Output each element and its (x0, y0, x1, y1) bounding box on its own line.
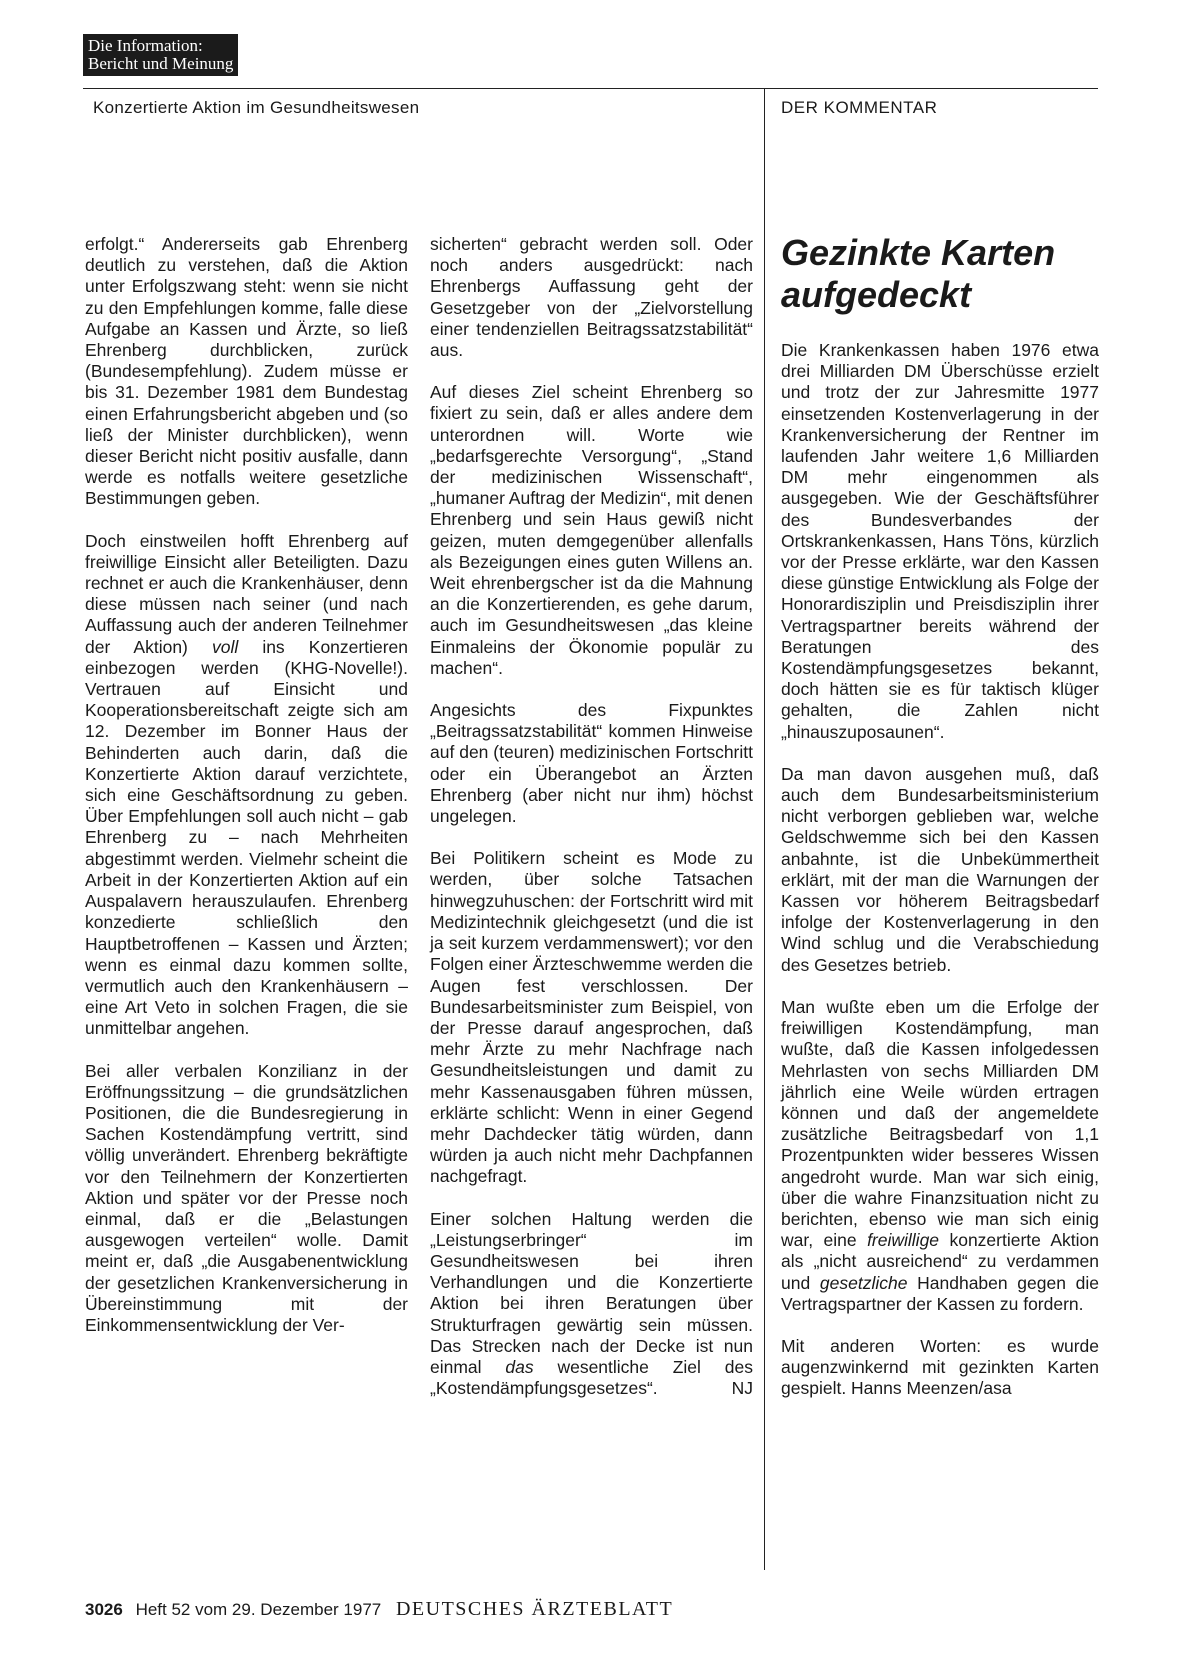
paragraph: Auf dieses Ziel scheint Ehrenberg so fixiert zu sein, daß er alles andere dem unterordnen will. Worte wie „bedarfsgerechte Versorgung“, „Stand der medizinischen Wissenschaft“, „humaner Auftrag der Medizin“, mit denen Ehrenberg und sein Haus gewiß nicht geizen, muten demgegenüber allenfalls als Bezeigungen eines guten Willens an. Weit ehrenbergscher ist da die Mahnung an die Konzertierenden, es gehe darum, auch im Gesundheitswesen „das kleine Einmaleins der Ökonomie populär zu machen“. (430, 382, 753, 678)
author-initials: NJ (731, 1378, 753, 1399)
masthead-line-2: Bericht und Meinung (88, 54, 234, 73)
paragraph: Angesichts des Fixpunktes „Beitragssatzstabilität“ kommen Hinweise auf den (teuren) medizinischen Fortschritt oder ein Überangebot an Ärzten Ehrenberg (aber nicht nur ihm) höchst ungelegen. (430, 700, 753, 827)
paragraph: Einer solchen Haltung werden die „Leistungserbringer“ im Gesundheitswesen bei ihren Verhandlungen und die Konzertierte Aktion bei ihren Beratungen über Strukturfragen gewärtig sein müssen. Das Strecken nach der Decke ist nun einmal das wesentliche Ziel des „Kostendämpfungsgesetzes“. NJ (430, 1208, 753, 1399)
section-title: Konzertierte Aktion im Gesundheitswesen (93, 98, 420, 117)
paragraph: erfolgt.“ Andererseits gab Ehrenberg deutlich zu verstehen, daß die Aktion unter Erfolgszwang steht: wenn sie nicht zu den Empfehlungen komme, falle diese Aufgabe an Kassen und Ärzte, so ließ Ehrenberg durchblicken, zurück (Bundesempfehlung). Zudem müsse er bis 31. Dezember 1981 dem Bundestag einen Erfahrungsbericht abgeben und (so ließ der Minister durchblicken), wenn dieser Bericht nicht positiv ausfalle, dann werde es notfalls weitere gesetzliche Bestimmungen geben. (85, 234, 408, 509)
comment-section-label: DER KOMMENTAR (781, 98, 938, 117)
article-column-1 (85, 234, 408, 1336)
paragraph: Bei aller verbalen Konzilianz in der Eröffnungssitzung – die grundsätzlichen Positionen, die die Bundesregierung in Sachen Kostendämpfung vertritt, sind völlig unverändert. Ehrenberg bekräftigte vor den Teilnehmern der Konzertierten Aktion und später vor der Presse noch einmal, daß er die „Belastungen ausgewogen verteilen“ wolle. Damit meint er, daß „die Ausgabenentwicklung der gesetzlichen Krankenversicherung in Übereinstimmung mit der Einkommensentwicklung der Ver- (85, 1060, 408, 1335)
issue-info: Heft 52 vom 29. Dezember 1977 (135, 1600, 382, 1619)
comment-column (781, 340, 1099, 1400)
paragraph: Bei Politikern scheint es Mode zu werden, über solche Tatsachen hinwegzuhuschen: der Fortschritt wird mit Medizintechnik gleichgesetzt (und die ist ja seit kurzem verdammenswert); vor den Folgen einer Ärzteschwemme werden die Augen fest verschlossen. Der Bundesarbeitsminister zum Beispiel, von der Presse darauf angesprochen, daß mehr Ärzte zu mehr Nachfrage nach Gesundheitsleistungen und damit zu mehr Kassenausgaben führen müssen, erklärte schlicht: Wenn in einer Gegend mehr Dachdecker tätig würden, dann würden ja auch nicht mehr Dachpfannen nachgefragt. (430, 848, 753, 1187)
paragraph: sicherten“ gebracht werden soll. Oder noch anders ausgedrückt: nach Ehrenbergs Auffassung geht der Gesetzgeber von der „Zielvorstellung einer tendenziellen Beitragssatzstabilität“ aus. (430, 234, 753, 361)
page-footer (85, 1598, 673, 1621)
paragraph: Man wußte eben um die Erfolge der freiwilligen Kostendämpfung, man wußte, daß die Kassen infolgedessen Mehrlasten von sechs Milliarden DM jährlich eine Weile würden ertragen können und daß der angemeldete zusätzliche Beitragsbedarf von 1,1 Prozentpunkten wider besseres Wissen angedroht wurde. Man war sich einig, über die wahre Finanzsituation nicht zu berichten, ebenso wie man sich einig war, eine freiwillige konzertierte Aktion als „nicht ausreichend“ zu verdammen und gesetzliche Handhaben gegen die Vertragspartner der Kassen zu fordern. (781, 996, 1100, 1314)
journal-name: DEUTSCHES ÄRZTEBLATT (395, 1598, 674, 1620)
paragraph: Mit anderen Worten: es wurde augenzwinkernd mit gezinkten Karten gespielt. Hanns Meenzen/asa (781, 1335, 1099, 1399)
masthead-line-1: Die Information: (88, 36, 203, 55)
section-masthead (83, 34, 238, 76)
header-rule (83, 88, 1098, 89)
paragraph: Doch einstweilen hofft Ehrenberg auf freiwillige Einsicht aller Beteiligten. Dazu rechnet er auch die Krankenhäuser, denn diese müssen nach seiner (und nach Auffassung auch der anderen Teilnehmer der Aktion) voll ins Konzertieren einbezogen werden (KHG-Novelle!). Vertrauen auf Einsicht und Kooperationsbereitschaft zeigte sich am 12. Dezember im Bonner Haus der Behinderten auch darin, daß die Konzertierte Aktion darauf verzichtete, sich eine Geschäftsordnung zu geben. Über Empfehlungen soll auch nicht – gab Ehrenberg zu – nach Mehrheiten abgestimmt werden. Vielmehr scheint die Arbeit in der Konzertierten Aktion auf ein Auspalavern herauszulaufen. Ehrenberg konzedierte schließlich den Hauptbetroffenen – Kassen und Ärzten; wenn es einmal dazu kommen sollte, vermutlich auch den Krankenhäusern – eine Art Veto in solchen Fragen, die sie unmittelbar angehen. (85, 530, 408, 1039)
page-number: 3026 (85, 1600, 123, 1619)
column-divider (764, 88, 765, 1570)
paragraph: Da man davon ausgehen muß, daß auch dem Bundesarbeitsministerium nicht verborgen geblieben war, welche Geldschwemme sich bei den Kassen anbahnte, ist die Unbekümmertheit erklärt, mit der man die Warnungen der Kassen vor höherem Beitragsbedarf infolge der Kostenverlagerung in den Wind schlug und die Verabschiedung des Gesetzes betrieb. (781, 763, 1099, 975)
article-column-2 (430, 234, 753, 1399)
comment-headline: Gezinkte Karten aufgedeckt (781, 232, 1056, 315)
paragraph: Die Krankenkassen haben 1976 etwa drei Milliarden DM Überschüsse erzielt und trotz der zur Jahresmitte 1977 einsetzenden Kostenverlagerung in der Krankenversicherung der Rentner im laufenden Jahr weitere 1,6 Milliarden DM mehr eingenommen als ausgegeben. Wie der Geschäftsführer des Bundesverbandes der Ortskrankenkassen, Hans Töns, kürzlich vor der Presse erklärte, war den Kassen diese günstige Entwicklung als Folge der Honorardisziplin und Preisdisziplin ihrer Vertragspartner bereits während der Beratungen des Kostendämpfungsgesetzes bekannt, doch hätten sie es für taktisch klüger gehalten, die Zahlen nicht „hinauszuposaunen“. (781, 340, 1099, 742)
